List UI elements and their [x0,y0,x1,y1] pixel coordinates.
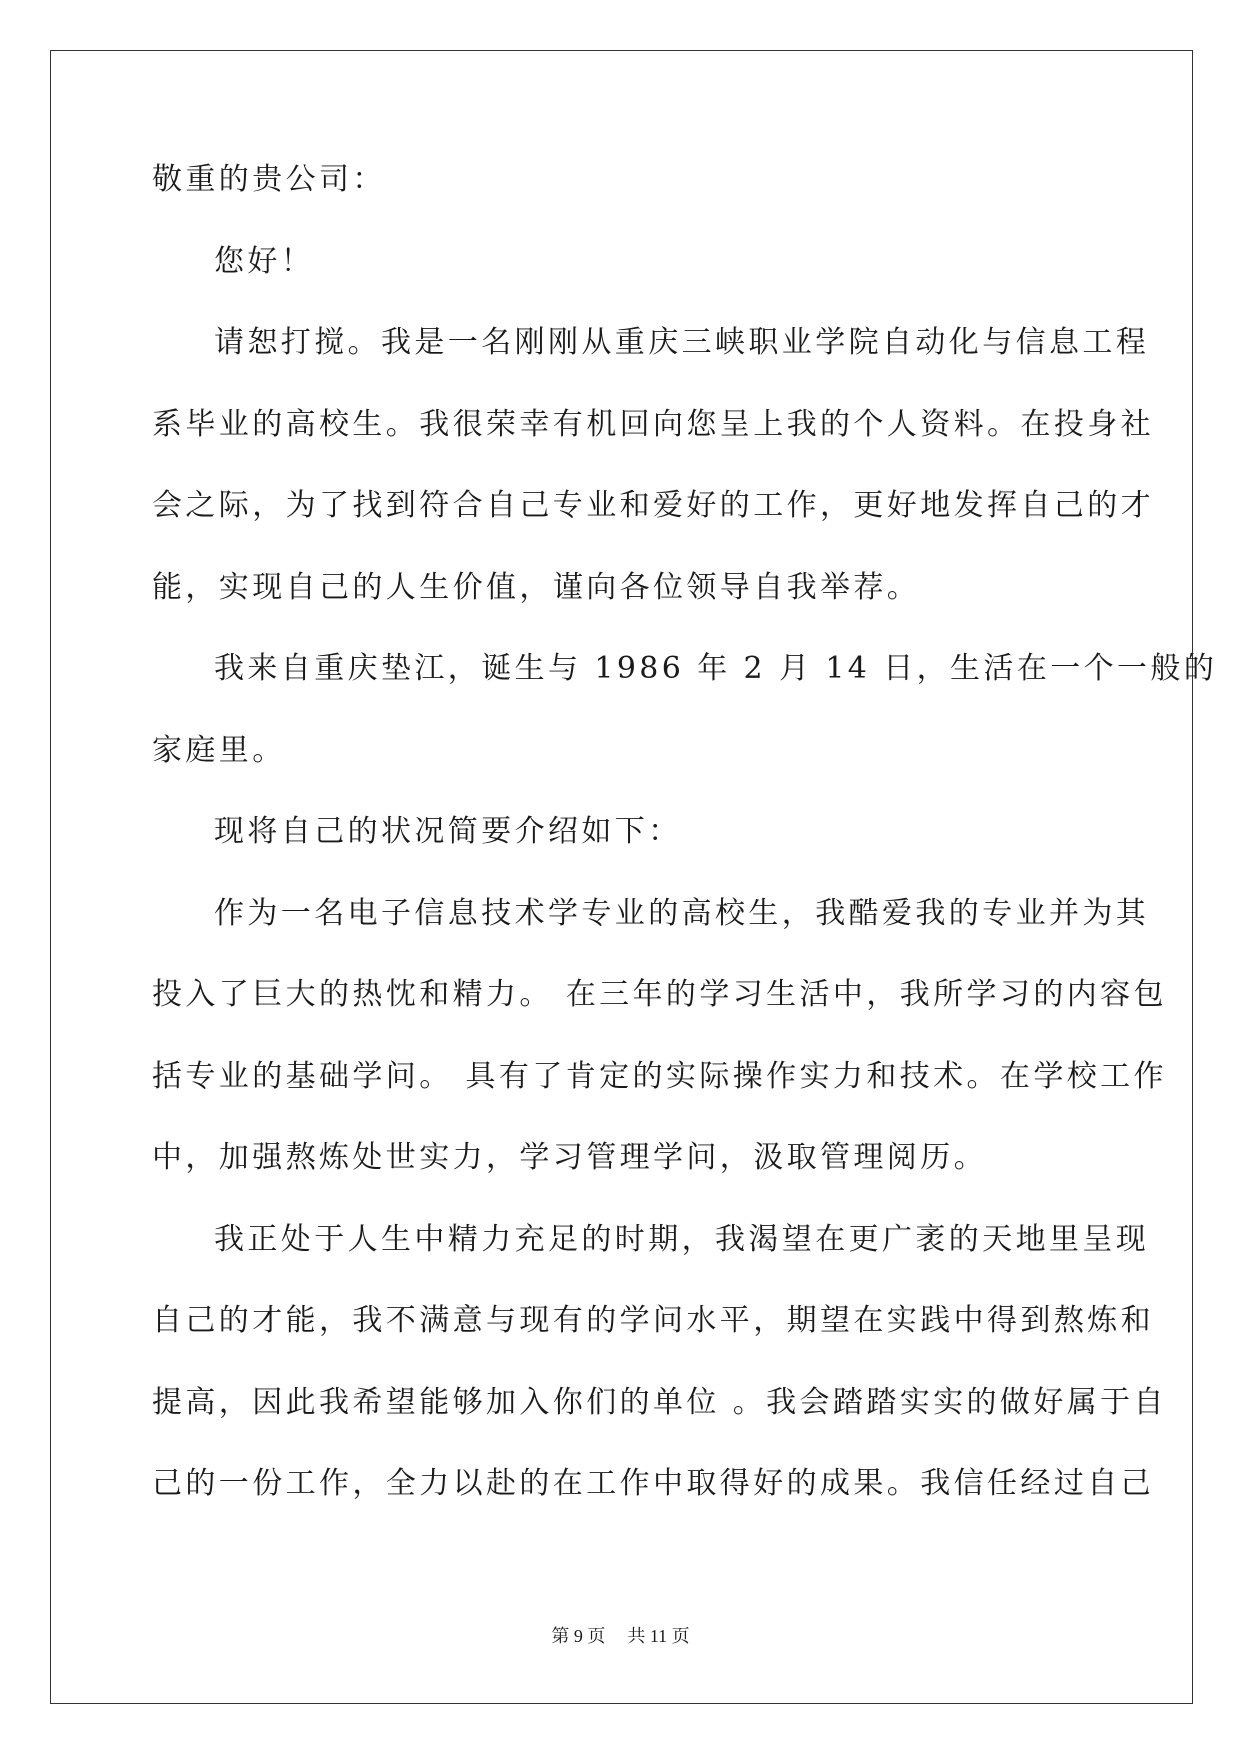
paragraph-line: 能，实现自己的人生价值，谨向各位领导自我举荐。 [152,569,921,605]
paragraph-line: 自己的才能，我不满意与现有的学问水平，期望在实践中得到熬炼和 [152,1303,1154,1338]
letter-body [152,162,1218,1551]
paragraph-line: 会之际，为了找到符合自己专业和爱好的工作，更好地发挥自己的才 [152,488,1154,523]
paragraph-line: 系毕业的高校生。我很荣幸有机回向您呈上我的个人资料。在投身社 [152,406,1154,442]
paragraph-line: 投入了巨大的热忱和精力。 在三年的学习生活中，我所学习的内容包 [152,977,1167,1012]
paragraph-line: 中，加强熬炼处世实力，学习管理学问，汲取管理阅历。 [152,1140,987,1175]
paragraph-line: 家庭里。 [152,732,286,768]
paragraph-line: 提高，因此我希望能够加入你们的单位 。我会踏踏实实的做好属于自 [152,1384,1167,1420]
paragraph-line: 己的一份工作，全力以赴的在工作中取得好的成果。我信任经过自己 [152,1466,1154,1501]
page-number: 第 9 页 [551,1626,606,1646]
paragraph-line: 现将自己的状况简要介绍如下： [214,814,682,849]
page-count: 共 11 页 [627,1626,690,1646]
paragraph-line: 请恕打搅。我是一名刚刚从重庆三峡职业学院自动化与信息工程 [214,325,1150,360]
paragraph-line: 作为一名电子信息技术学专业的高校生，我酷爱我的专业并为其 [214,895,1150,931]
paragraph-line: 我来自重庆垫江，诞生与 1986 年 2 月 14 日，生活在一个一般的 [214,651,1218,686]
greeting: 您好！ [214,243,315,279]
paragraph-line: 括专业的基础学问。 具有了肯定的实际操作实力和技术。在学校工作 [152,1058,1167,1094]
salutation: 敬重的贵公司： [152,162,386,197]
paragraph-line: 我正处于人生中精力充足的时期，我渴望在更广袤的天地里呈现 [214,1221,1150,1257]
page-footer [0,1622,1241,1648]
